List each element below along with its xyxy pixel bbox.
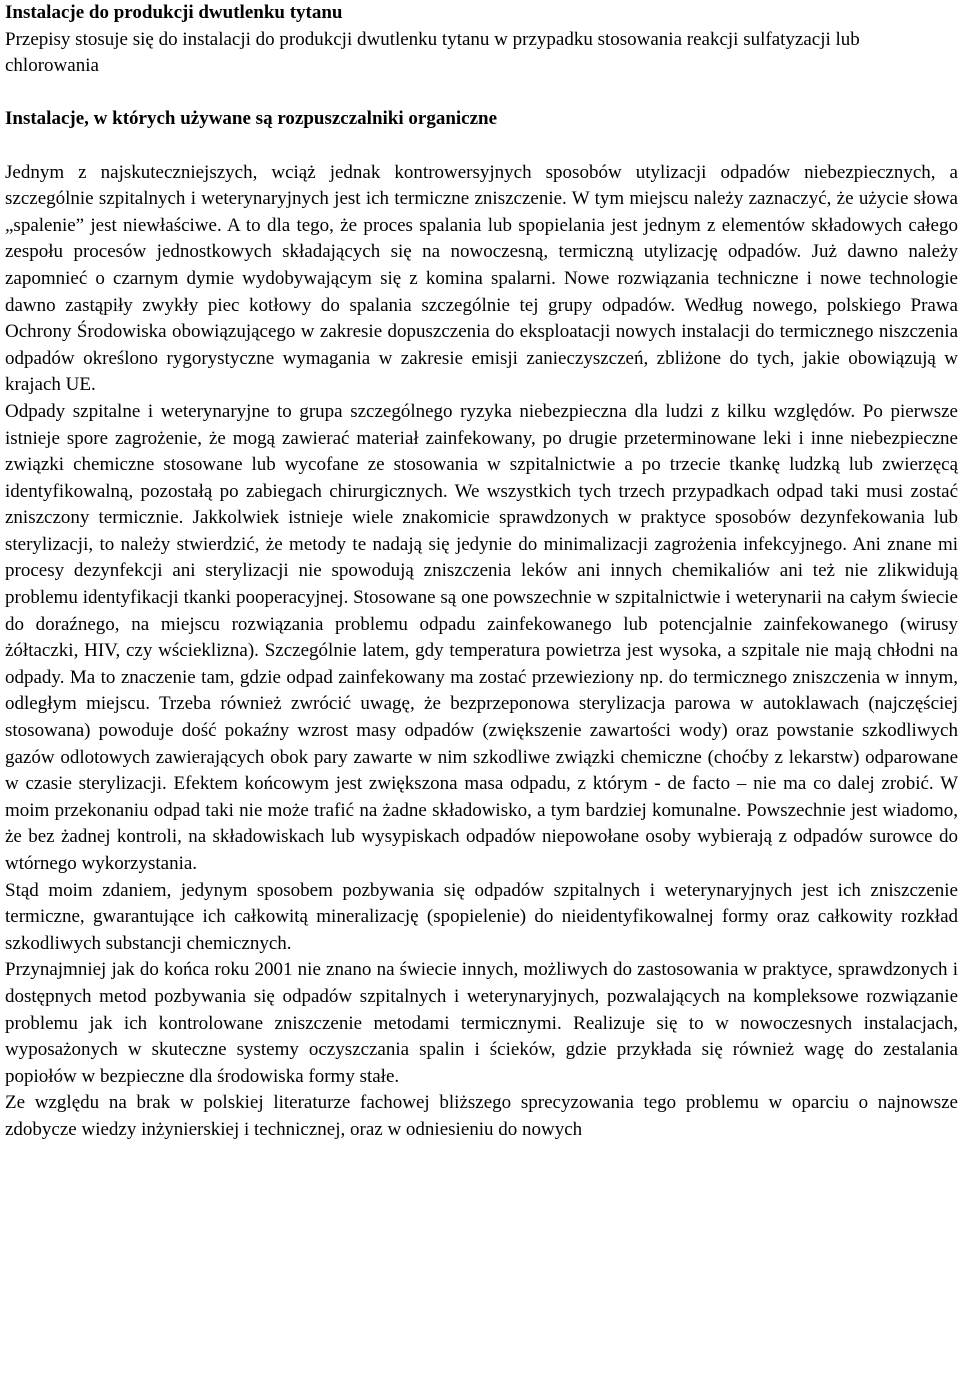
section-title-organic-solvents: Instalacje, w których używane są rozpuszczalniki organiczne (5, 108, 498, 130)
paragraph-methods-2001: Przynajmniej jak do końca roku 2001 nie znano na świecie innych, możliwych do zastosowania w praktyce, sprawdzonych i dostępnych metod pozbywania się odpadów szpitalnych i weterynaryjnych, pozwalających na kompleksowe rozwiązanie problemu jak ich kontrolowane zniszczenie metodami termicznymi. Realizuje się to w nowoczesnych instalacjach, wyposażonych w skuteczne systemy oczyszczania spalin i ścieków, gdzie przykłada się również wagę do zestalania popiołów w bezpieczne dla środowiska formy stałe. (5, 959, 958, 1087)
blank-line (5, 80, 958, 107)
paragraph-thermal-destruction: Jednym z najskuteczniejszych, wciąż jednak kontrowersyjnych sposobów utylizacji odpadów niebezpiecznych, a szczególnie szpitalnych i weterynaryjnych jest ich termiczne zniszczenie. W tym miejscu należy zaznaczyć, że użycie słowa „spalenie” jest niewłaściwe. A to dla tego, że proces spalania lub spopielania jest jednym z elementów składowych całego zespołu procesów jednostkowych składających się na nowoczesną, termiczną utylizację odpadów. Już dawno należy zapomnieć o czarnym dymie wydobywającym się z komina spalarni. Nowe rozwiązania techniczne i nowe technologie dawno zastąpiły zwykły piec kotłowy do spalania szczególnie tej grupy odpadów. Według nowego, polskiego Prawa Ochrony Środowiska obowiązującego w zakresie dopuszczenia do eksploatacji nowych instalacji do termicznego niszczenia odpadów określono rygorystyczne wymagania w zakresie emisji zanieczyszczeń, zbliżone do tych, jakie obowiązują w krajach UE. (5, 161, 958, 396)
section-subtitle-titanium-dioxide: Przepisy stosuje się do instalacji do produkcji dwutlenku tytanu w przypadku stosowania reakcji sulfatyzacji lub chlorowania (5, 28, 860, 77)
paragraph-hospital-waste: Odpady szpitalne i weterynaryjne to grupa szczególnego ryzyka niebezpieczna dla ludzi z kilku względów. Po pierwsze istnieje spore zagrożenie, że mogą zawierać materiał zainfekowany, po drugie przeterminowane leki i inne niebezpieczne związki chemiczne stosowane lub wycofane ze stosowania w szpitalnictwie a po trzecie tkankę ludzką lub zwierzęcą identyfikowalną, pozostałą po zabiegach chirurgicznych. We wszystkich tych trzech przypadkach odpad taki musi zostać zniszczony termicznie. Jakkolwiek istnieje wiele znakomicie sprawdzonych w praktyce sposobów dezynfekowania lub sterylizacji, to należy stwierdzić, że metody te nadają się jedynie do minimalizacji zagrożenia infekcyjnego. Ani znane mi procesy dezynfekcji ani sterylizacji nie spowodują zniszczenia leków ani innych chemikaliów ani też nie zlikwidują problemu identyfikacji tkanki pooperacyjnej. Stosowane są one powszechnie w szpitalnictwie i weterynarii na całym świecie do doraźnego, na miejscu rozwiązania problemu odpadu zainfekowanego lub potencjalnie zainfekowanego (wirusy żółtaczki, HIV, czy wścieklizna). Szczególnie latem, gdy temperatura powietrza jest wysoka, a szpitale nie mają chłodni na odpady. Ma to znaczenie tam, gdzie odpad zainfekowany ma zostać przewieziony np. do termicznego zniszczenia w innym, odległym miejscu. Trzeba również zwrócić uwagę, że bezprzeponowa sterylizacja parowa w autoklawach (najczęściej stosowana) powoduje dość pokaźny wzrost masy odpadów (zwiększenie zawartości wody) oraz powstanie szkodliwych gazów odlotowych zawierających obok pary zawarte w nim szkodliwe związki chemiczne (choćby z lekarstw) odparowane w czasie sterylizacji. Efektem końcowym jest zwiększona masa odpadu, z którym - de facto – nie ma co dalej zrobić. W moim przekonaniu odpad taki nie może trafić na żadne składowisko, a tym bardziej komunalne. Powszechnie jest wiadomo, że bez żadnej kontroli, na składowiskach lub wysypiskach odpadów niepowołane osoby wybierają z odpadów surowce do wtórnego wykorzystania. (5, 400, 958, 874)
section-title-titanium-dioxide: Instalacje do produkcji dwutlenku tytanu (5, 2, 343, 23)
paragraph-conclusion: Stąd moim zdaniem, jedynym sposobem pozbywania się odpadów szpitalnych i weterynaryjnych jest ich zniszczenie termiczne, gwarantujące ich całkowitą mineralizację (spopielenie) do nieidentyfikowalnej formy oraz całkowity rozkład szkodliwych substancji chemicznych. (5, 879, 958, 954)
blank-line (5, 133, 958, 160)
document-page (5, 0, 958, 1144)
paragraph-literature: Ze względu na brak w polskiej literaturze fachowej bliższego sprecyzowania tego problemu w oparciu o najnowsze zdobycze wiedzy inżynierskiej i technicznej, oraz w odniesieniu do nowych (5, 1092, 958, 1140)
